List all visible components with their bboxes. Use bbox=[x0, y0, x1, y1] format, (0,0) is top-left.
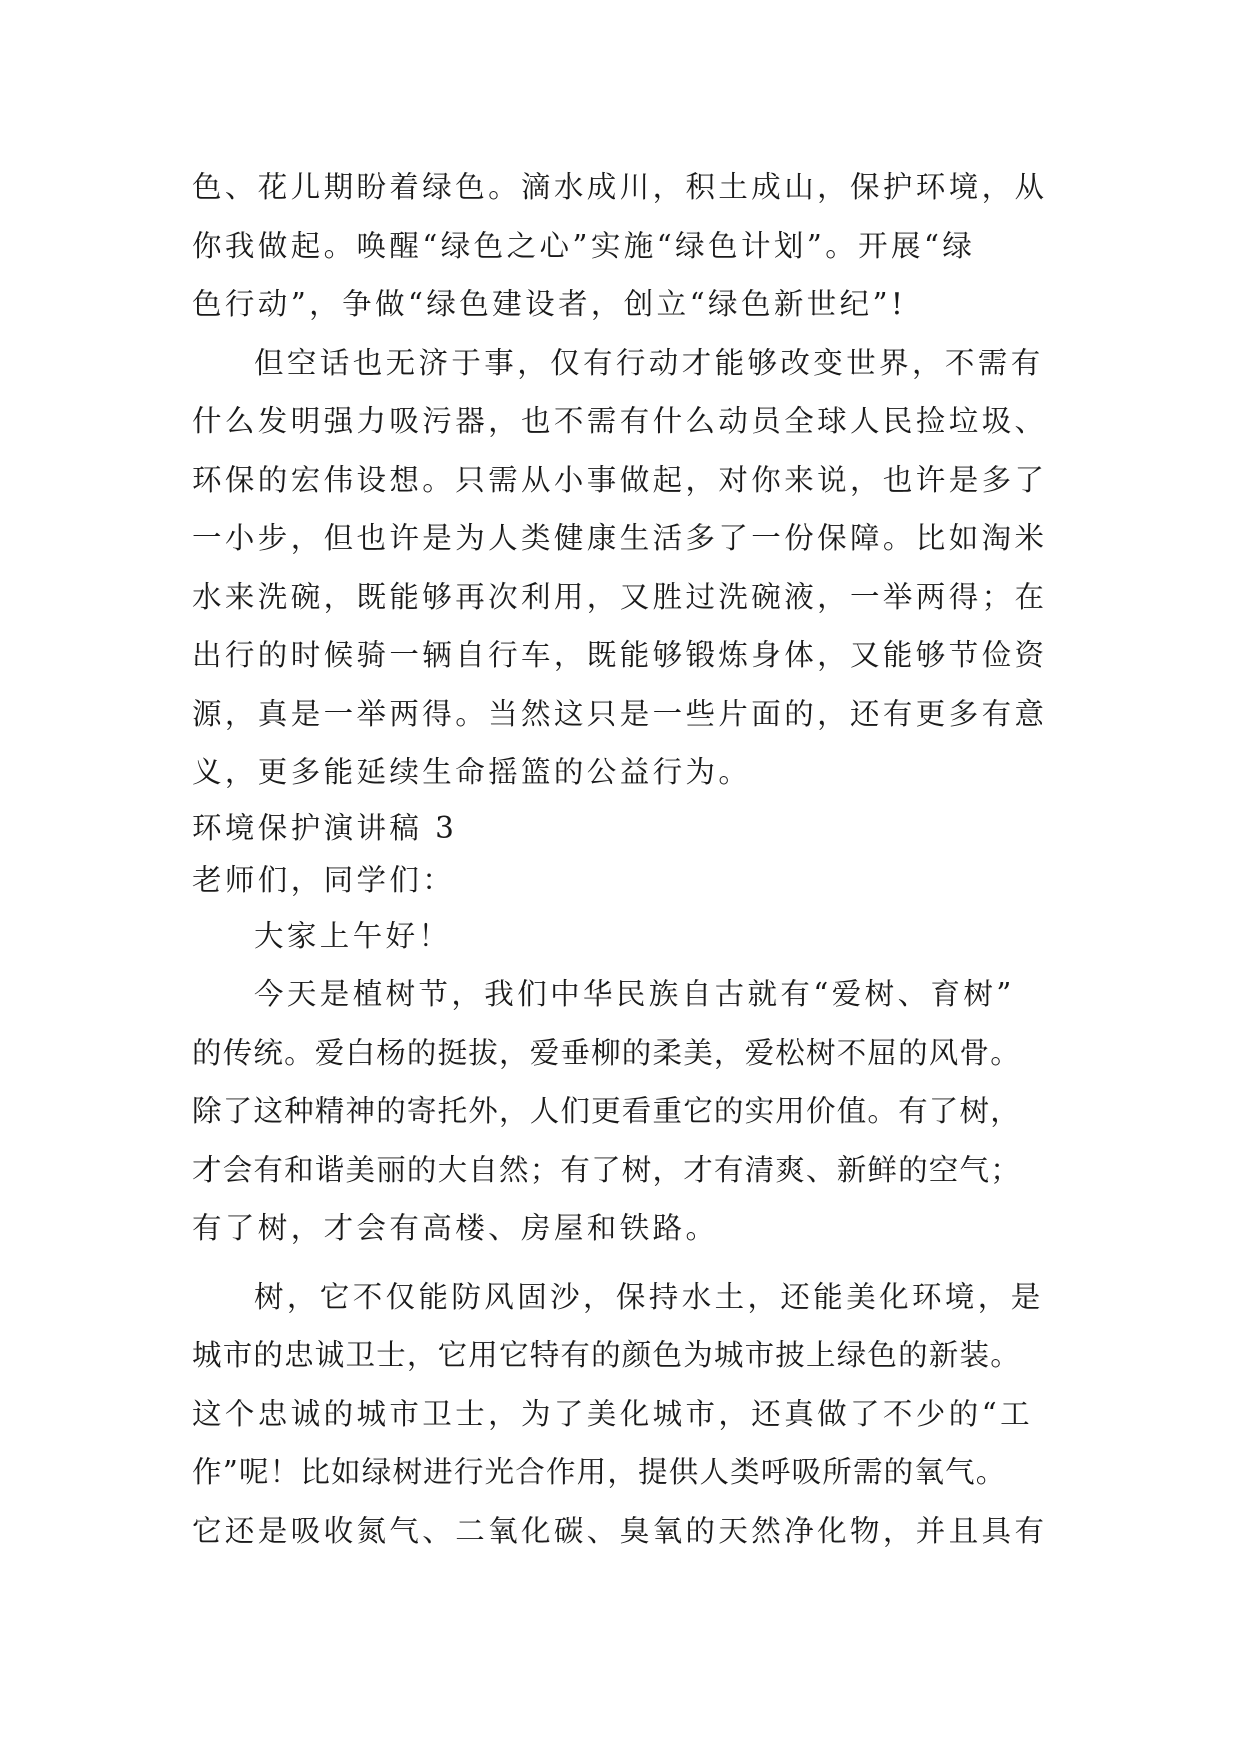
text-line: 城市的忠诚卫士，它用它特有的颜色为城市披上绿色的新装。 bbox=[192, 1338, 1021, 1372]
text-line: 义，更多能延续生命摇篮的公益行为。 bbox=[192, 755, 752, 789]
text-line: 有了树，才会有高楼、房屋和铁路。 bbox=[192, 1211, 719, 1245]
text-line: 水来洗碗，既能够再次利用，又胜过洗碗液，一举两得；在 bbox=[192, 579, 1048, 614]
text-line: 色、花儿期盼着绿色。滴水成川，积土成山，保护环境，从 bbox=[192, 170, 1048, 204]
text-line: 环保的宏伟设想。只需从小事做起，对你来说，也许是多了 bbox=[192, 462, 1048, 497]
text-line: 它还是吸收氮气、二氧化碳、臭氧的天然净化物，并且具有 bbox=[192, 1513, 1048, 1548]
paragraph-first-line: 今天是植树节，我们中华民族自古就有“爱树、育树” bbox=[254, 977, 1015, 1011]
paragraph-first-line: 但空话也无济于事，仅有行动才能够改变世界，不需有 bbox=[254, 345, 1044, 380]
text-line: 作”呢！比如绿树进行光合作用，提供人类呼吸所需的氧气。 bbox=[192, 1455, 1007, 1489]
greeting: 大家上午好！ bbox=[254, 918, 452, 953]
text-line: 源，真是一举两得。当然这只是一些片面的，还有更多有意 bbox=[192, 696, 1048, 731]
salutation: 老师们，同学们： bbox=[192, 863, 456, 897]
text-line: 色行动”，争做“绿色建设者，创立“绿色新世纪”! bbox=[192, 287, 907, 321]
text-line: 出行的时候骑一辆自行车，既能够锻炼身体，又能够节俭资 bbox=[192, 638, 1048, 672]
text-line: 一小步，但也许是为人类健康生活多了一份保障。比如淘米 bbox=[192, 521, 1048, 555]
text-line: 除了这种精神的寄托外，人们更看重它的实用价值。有了树， bbox=[192, 1094, 1021, 1128]
paragraph-first-line: 树，它不仅能防风固沙，保持水土，还能美化环境，是 bbox=[254, 1279, 1044, 1314]
section-heading: 环境保护演讲稿 3 bbox=[192, 810, 458, 845]
text-line: 你我做起。唤醒“绿色之心”实施“绿色计划”。开展“绿 bbox=[192, 228, 976, 263]
text-line: 什么发明强力吸污器，也不需有什么动员全球人民捡垃圾、 bbox=[192, 404, 1048, 438]
document-body bbox=[192, 158, 1052, 1560]
text-line: 的传统。爱白杨的挺拔，爱垂柳的柔美，爱松树不屈的风骨。 bbox=[192, 1035, 1021, 1070]
text-line: 才会有和谐美丽的大自然；有了树，才有清爽、新鲜的空气； bbox=[192, 1152, 1021, 1187]
text-line: 这个忠诚的城市卫士，为了美化城市，还真做了不少的“工 bbox=[192, 1396, 1033, 1431]
